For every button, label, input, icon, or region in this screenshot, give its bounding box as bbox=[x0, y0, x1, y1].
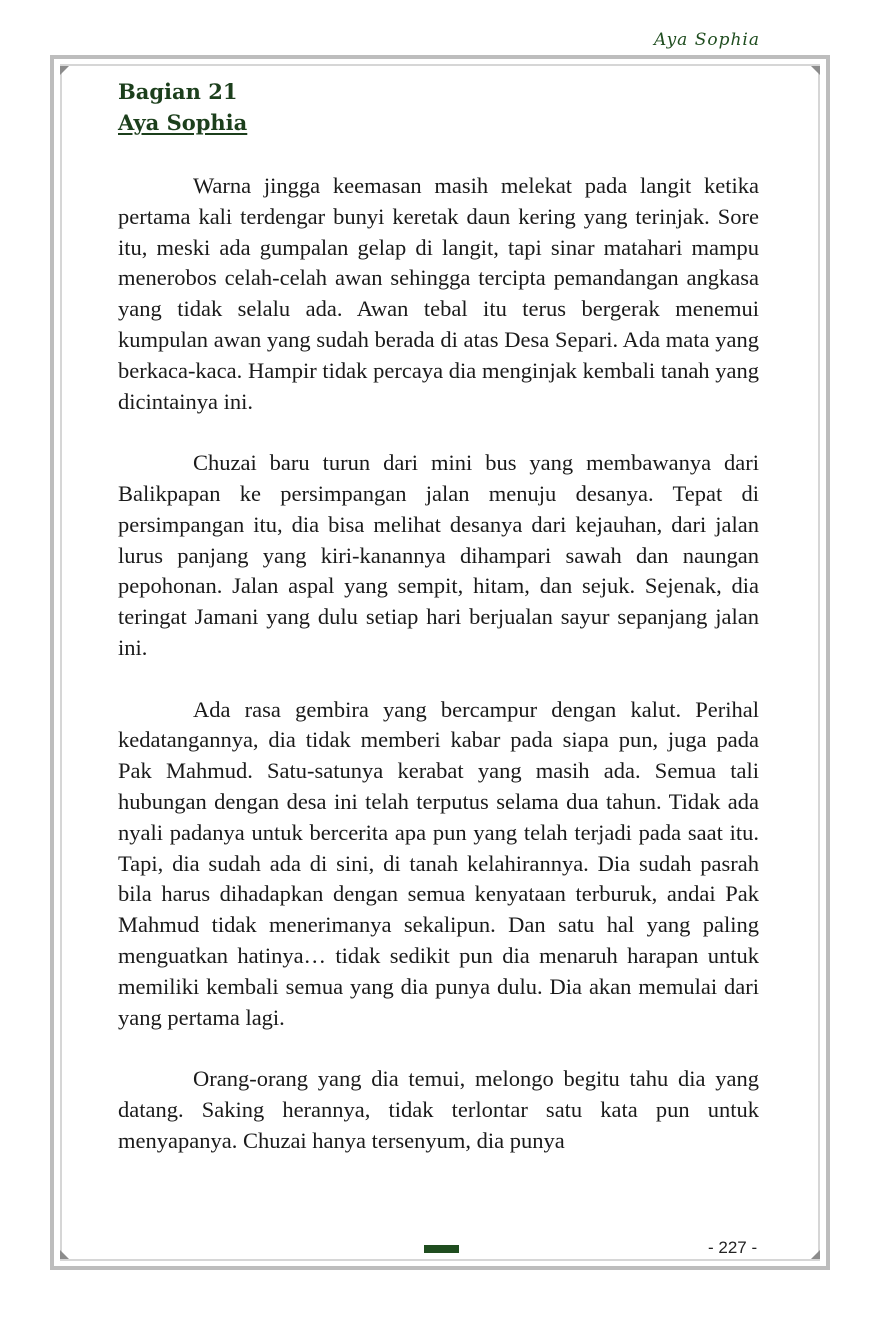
corner-ornament-bottom-right bbox=[811, 1250, 820, 1259]
running-header-title: Aya Sophia bbox=[653, 30, 760, 50]
body-text bbox=[118, 171, 759, 1157]
chapter-number: Bagian 21 bbox=[118, 79, 238, 104]
paragraph-4: Orang-orang yang dia temui, melongo begitu tahu dia yang datang. Saking herannya, tidak terlontar satu kata pun untuk menyapanya. Chuzai hanya tersenyum, dia punya bbox=[118, 1066, 759, 1153]
corner-ornament-top-right bbox=[811, 66, 820, 75]
corner-ornament-bottom-left bbox=[60, 1250, 69, 1259]
corner-ornament-top-left bbox=[60, 66, 69, 75]
paragraph-3: Ada rasa gembira yang bercampur dengan kalut. Perihal kedatangannya, dia tidak memberi kabar pada siapa pun, juga pada Pak Mahmud. Satu-satunya kerabat yang masih ada. Semua tali hubungan dengan desa ini telah terputus selama dua tahun. Tidak ada nyali padanya untuk bercerita apa pun yang telah terjadi pada saat itu. Tapi, dia sudah ada di sini, di tanah kelahirannya. Dia sudah pasrah bila harus dihadapkan dengan semua kenyataan terburuk, andai Pak Mahmud tidak menerimanya sekalipun. Dan satu hal yang paling menguatkan hatinya… tidak sedikit pun dia menaruh harapan untuk memiliki kembali semua yang dia punya dulu. Dia akan memulai dari yang pertama lagi. bbox=[118, 696, 759, 1030]
page-content bbox=[118, 76, 759, 1187]
paragraph-2: Chuzai baru turun dari mini bus yang membawanya dari Balikpapan ke persimpangan jalan menuju desanya. Tepat di persimpangan itu, dia bisa melihat desanya dari kejauhan, dari jalan lurus panjang yang kiri-kanannya dihampari sawah dan naungan pepohonan. Jalan aspal yang sempit, hitam, dan sejuk. Sejenak, dia teringat Jamani yang dulu setiap hari berjualan sayur sepanjang jalan ini. bbox=[118, 450, 759, 660]
chapter-title: Aya Sophia bbox=[118, 110, 248, 135]
footer-decorative-bar bbox=[424, 1245, 459, 1253]
page-number: - 227 - bbox=[708, 1238, 758, 1257]
paragraph-1: Warna jingga keemasan masih melekat pada langit ketika pertama kali terdengar bunyi keretak daun kering yang terinjak. Sore itu, meski ada gumpalan gelap di langit, tapi sinar matahari mampu menerobos celah-celah awan sehingga tercipta pemandangan angkasa yang tidak selalu ada. Awan tebal itu terus bergerak menemui kumpulan awan yang sudah berada di atas Desa Separi. Ada mata yang berkaca-kaca. Hampir tidak percaya dia menginjak kembali tanah yang dicintainya ini. bbox=[118, 173, 759, 414]
